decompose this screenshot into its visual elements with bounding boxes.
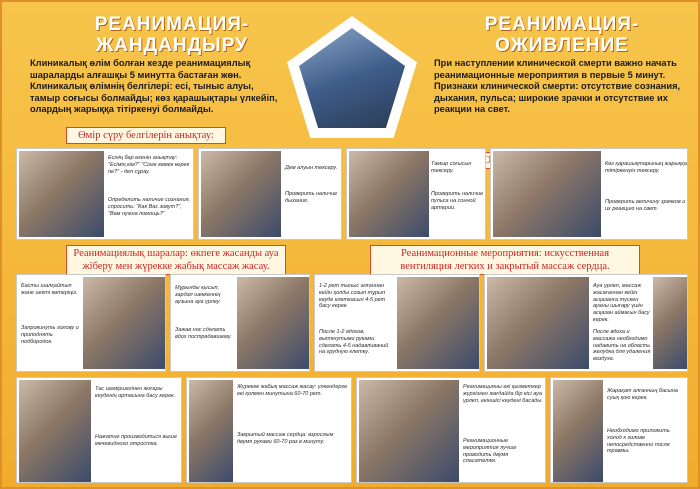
step-caption-kz: Ауа үрлеп, массаж жасағаннан кейін асқазанға түскен ауаны шығару үшін асқазан аймағын басу керек. bbox=[593, 283, 650, 323]
step-photo bbox=[237, 277, 309, 369]
step-photo bbox=[487, 277, 589, 369]
step-caption-ru: Закрытый массаж сердца: взрослым двумя руками 60-70 раз в минуту. bbox=[237, 432, 334, 445]
step-photo bbox=[83, 277, 165, 369]
step-caption-kz: Жарақат алғанның басына суық қою керек. bbox=[607, 388, 678, 401]
step-caption-ru: Нажатие производиться выше мечевидного отростка. bbox=[95, 434, 178, 447]
step-panel bbox=[484, 274, 688, 372]
step-panel bbox=[490, 148, 688, 240]
step-caption-ru: Проверить наличие дыхания. bbox=[285, 191, 338, 204]
step-caption-ru: Необходимо приложить холод к голове непосредственно после травмы. bbox=[607, 428, 670, 455]
step-caption-ru: После вдоха и массажа необходимо надавить на область желудка для удаления воздуха. bbox=[593, 329, 651, 363]
step-photo bbox=[349, 151, 429, 237]
step-panel bbox=[346, 148, 486, 240]
step-panel bbox=[16, 148, 194, 240]
step-photo bbox=[653, 277, 687, 369]
step-caption-kz: Дем алуын тексеру. bbox=[285, 165, 338, 171]
step-panel bbox=[186, 377, 352, 483]
header-signs-kz: Өмір сүру белгілерін анықтау: bbox=[66, 127, 226, 144]
step-panel bbox=[16, 377, 182, 483]
step-panel bbox=[314, 274, 480, 372]
step-photo bbox=[359, 380, 459, 482]
step-panel bbox=[550, 377, 688, 483]
intro-ru: При наступлении клинической смерти важно начать реанимационные мероприятия в первые 5 минут. Признаки клинической смерти: отсутствие сознания, дыхания, пульса; широкие зрачки и отсутствие их реакции на свет. bbox=[434, 58, 681, 114]
header-measures-ru: Реанимационные мероприятия: искусственная вентиляция легких и закрытый массаж сердца. bbox=[370, 245, 640, 275]
step-panel bbox=[356, 377, 546, 483]
step-photo bbox=[189, 380, 233, 482]
step-caption-ru: Проверить величину зрачков и их реакцию на свет. bbox=[605, 199, 686, 212]
step-caption-ru: Зажав нос сделать вдох пострадавшему. bbox=[175, 327, 232, 340]
title-kz: РЕАНИМАЦИЯ-ЖАНДАНДЫРУ bbox=[94, 14, 250, 56]
intro-kz: Клиникалық өлім болған кезде реанимациялық шараларды алғашқы 5 минутта бастаған жөн. Клиникалық өлімнің белгілері: есі, тыныс алуы, тамыр соғысы болмайды; көз қарашықтары үлкейіп, олардың жарыққа тітіркенуі болмайды. bbox=[30, 58, 278, 114]
step-caption-kz: Тамыр соғысын тексеру. bbox=[431, 161, 472, 174]
step-caption-kz: Көз қарашықтарының жарыққа тітіркенуін тексеру. bbox=[605, 161, 687, 174]
step-photo bbox=[493, 151, 601, 237]
title-ru: РЕАНИМАЦИЯ-ОЖИВЛЕНИЕ bbox=[484, 14, 640, 56]
step-caption-ru: Проверить наличие пульса на сонной артерии. bbox=[431, 191, 484, 211]
step-caption-kz: Реанимацияны екі қызметкер жүргізген жағдайда бір кісі ауа үрлеп, екіншісі кеудені басады. bbox=[463, 384, 543, 404]
step-caption-kz: Жүрекке жабық массаж жасау: үлкендерге екі қолмен минутына 60-70 рет. bbox=[237, 384, 348, 397]
step-caption-kz: Мұрынды қысып, зардап шеккеннің аузына ауа үрлеу. bbox=[175, 285, 221, 305]
step-panel bbox=[170, 274, 310, 372]
header-measures-kz: Реанимациялық шаралар: өкпеге жасанды ауа жіберу мен жүрекке жабық массаж жасау. bbox=[66, 245, 286, 275]
step-caption-ru: Определить наличие сознания, спросить: "Как Вас зовут?", "Вам нужна помощь?" bbox=[108, 197, 191, 217]
step-panel bbox=[16, 274, 166, 372]
step-photo bbox=[201, 151, 281, 237]
step-photo bbox=[553, 380, 603, 482]
step-photo bbox=[19, 380, 91, 482]
step-photo bbox=[397, 277, 479, 369]
step-caption-kz: Есінің бар екенін анықтау: "Есімің кім?" "Сізге көмек керек пе?" - деп сұрау. bbox=[108, 155, 190, 175]
step-caption-ru: После 1-2 вдохов, вытянутыми руками сделать 4-5 надавливаний на грудную клетку. bbox=[319, 329, 389, 356]
step-caption-kz: 1-2 рет тыныс алғаннан кейін қолды созып тұрып кеуде клеткасын 4-5 рет басу керек. bbox=[319, 283, 386, 310]
step-caption-ru: Запрокинуть голову и приподнять подбородок. bbox=[21, 325, 79, 345]
step-caption-kz: Төс шеміршегінен жоғары кеуденің ортасына басу керек. bbox=[95, 386, 176, 399]
step-caption-ru: Реанимационные мероприятия лучше проводить двумя спасателям. bbox=[463, 438, 517, 465]
step-panel bbox=[198, 148, 342, 240]
step-caption-kz: Басты шалқайтып жане иекті көтеріңіз. bbox=[21, 283, 78, 296]
step-photo bbox=[19, 151, 104, 237]
